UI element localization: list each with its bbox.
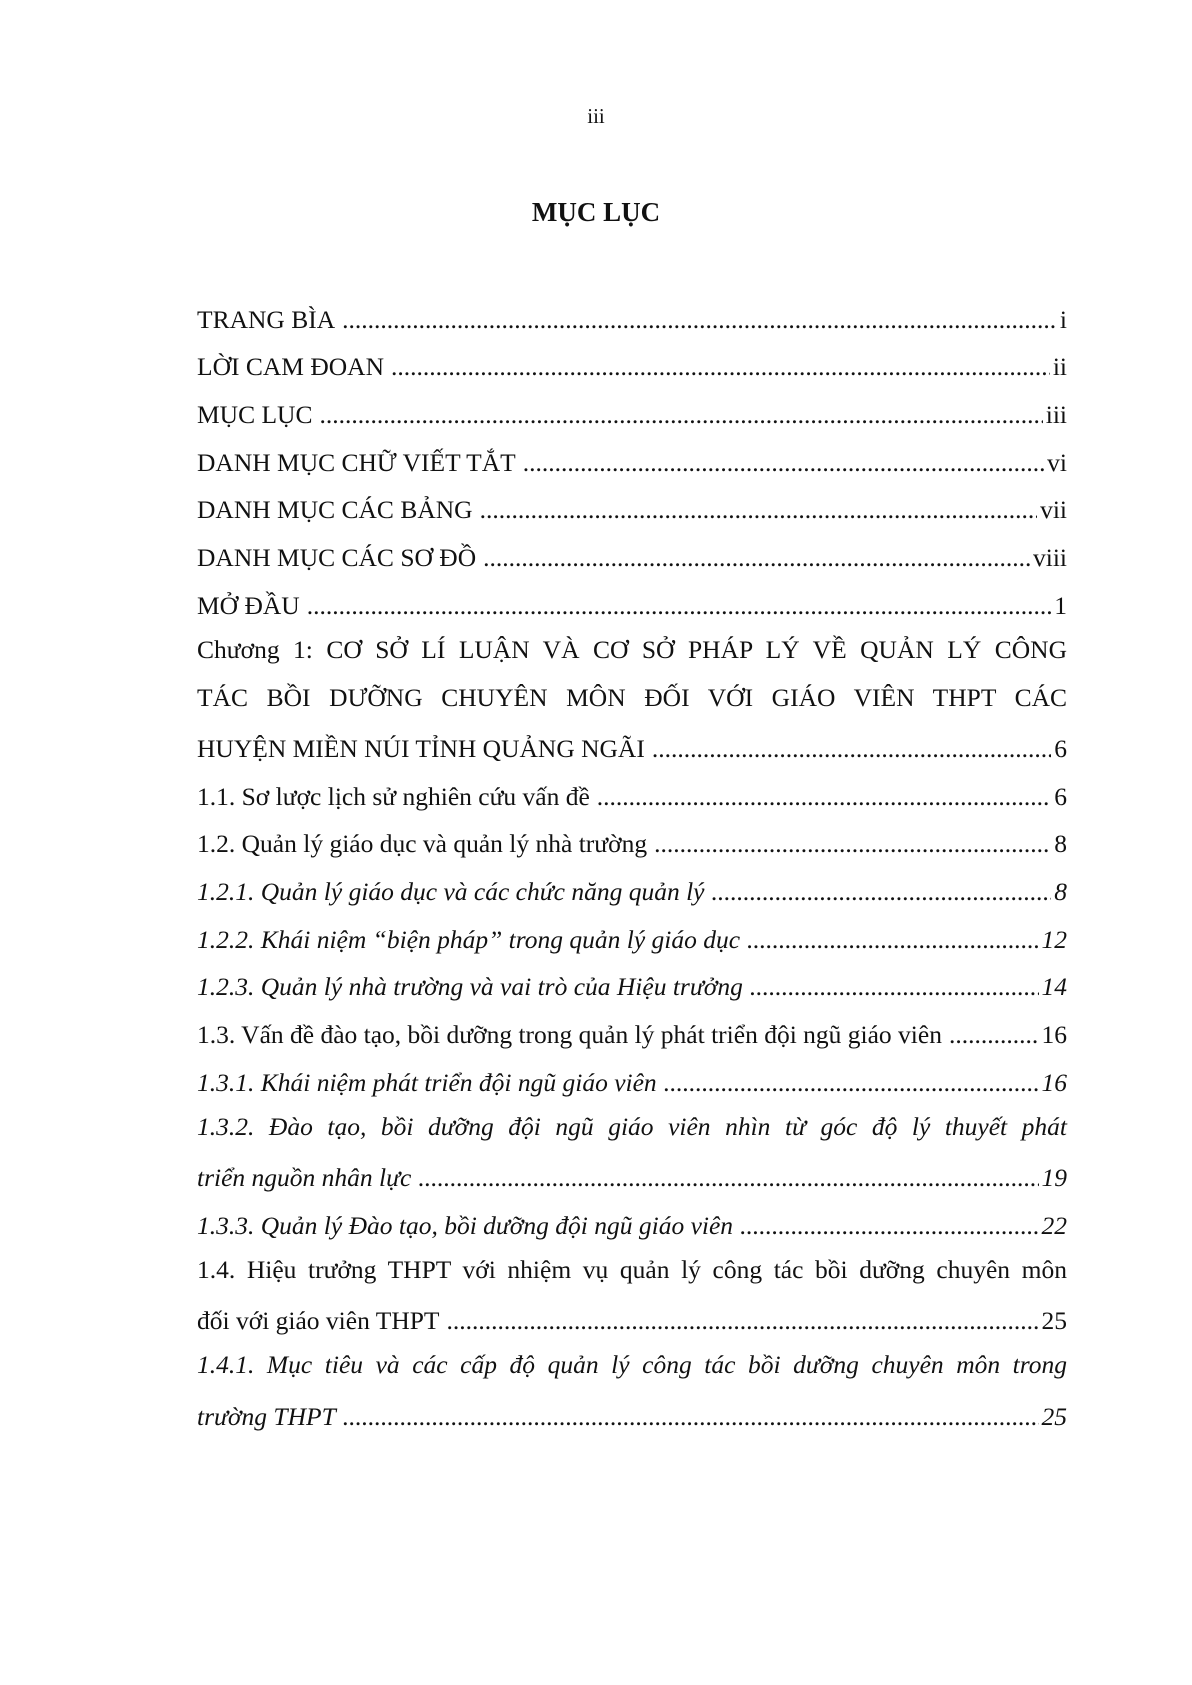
toc-entry-page-number: vii	[1040, 495, 1067, 525]
toc-entry-label: DANH MỤC CHỮ VIẾT TẮT	[197, 447, 516, 477]
toc-entry-page-number: vi	[1047, 447, 1067, 477]
dot-leader	[740, 1211, 1038, 1241]
toc-entry-page-number: 8	[1054, 876, 1067, 906]
toc-entry[interactable]	[197, 1193, 1067, 1241]
dot-leader	[391, 352, 1050, 382]
toc-entry-page-number: 6	[1054, 733, 1067, 763]
toc-entry-page-number: 16	[1041, 1020, 1067, 1049]
dot-leader	[418, 1163, 1038, 1193]
dot-leader	[750, 972, 1039, 1002]
dot-leader	[664, 1068, 1039, 1098]
toc-entry[interactable]	[197, 1384, 1067, 1432]
toc-entry[interactable]	[197, 335, 1067, 383]
dot-leader	[483, 543, 1030, 573]
toc-entry-line: 1.4. Hiệu trưởng THPT với nhiệm vụ quản lý công tác bồi dưỡng chuyên môn	[197, 1254, 1067, 1284]
toc-entry[interactable]	[197, 478, 1067, 526]
toc-entry[interactable]	[197, 1288, 1067, 1336]
toc-entry-page-number: 12	[1041, 924, 1067, 954]
toc-entry-label: 1.3.1. Khái niệm phát triển đội ngũ giáo viên	[197, 1067, 657, 1097]
toc-entry-label: 1.2. Quản lý giáo dục và quản lý nhà trường	[197, 829, 648, 859]
toc-entry[interactable]	[197, 430, 1067, 478]
toc-entry-label: 1.2.2. Khái niệm “biện pháp” trong quản lý giáo dục	[197, 924, 741, 954]
table-of-contents	[197, 287, 1067, 1432]
toc-entry-label: MỤC LỤC	[197, 400, 313, 430]
toc-entry-page-number: 19	[1041, 1163, 1067, 1193]
toc-entry[interactable]	[197, 1002, 1067, 1050]
toc-entry-label: đối với giáo viên THPT	[197, 1306, 440, 1336]
toc-title: MỤC LỤC	[531, 197, 661, 227]
toc-entry-label: HUYỆN MIỀN NÚI TỈNH QUẢNG NGÃI	[197, 733, 645, 763]
toc-entry-label: triển nguồn nhân lực	[197, 1163, 412, 1193]
dot-leader	[652, 734, 1051, 764]
toc-entry[interactable]	[197, 573, 1067, 621]
toc-entry-page-number: viii	[1032, 543, 1067, 573]
toc-entry-page-number: 25	[1041, 1401, 1067, 1431]
dot-leader	[319, 400, 1042, 430]
toc-entry-label: 1.3.3. Quản lý Đào tạo, bồi dưỡng đội ngũ giáo viên	[197, 1210, 734, 1240]
toc-entry-label: MỞ ĐẦU	[197, 590, 300, 620]
toc-entry-label: DANH MỤC CÁC SƠ ĐỒ	[197, 543, 477, 573]
toc-entry-page-number: 8	[1054, 829, 1067, 859]
toc-entry-page-number: 6	[1054, 781, 1067, 811]
toc-entry-label: trường THPT	[197, 1401, 336, 1431]
toc-entry-page-number: 25	[1041, 1306, 1067, 1336]
dot-leader	[447, 1306, 1039, 1336]
toc-entry-label: DANH MỤC CÁC BẢNG	[197, 495, 473, 525]
toc-entry-line: 1.3.2. Đào tạo, bồi dưỡng đội ngũ giáo viên nhìn từ góc độ lý thuyết phát	[197, 1111, 1067, 1141]
toc-entry[interactable]	[197, 812, 1067, 860]
toc-entry-page-number: 22	[1041, 1210, 1067, 1240]
toc-entry-label: LỜI CAM ĐOAN	[197, 352, 384, 382]
toc-entry-line: 1.4.1. Mục tiêu và các cấp độ quản lý công tác bồi dưỡng chuyên môn trong	[197, 1350, 1067, 1380]
toc-entry-page-number: i	[1059, 304, 1067, 334]
toc-entry-label: 1.3. Vấn đề đào tạo, bồi dưỡng trong quản lý phát triển đội ngũ giáo viên	[197, 1020, 942, 1049]
toc-entry-page-number: 16	[1041, 1067, 1067, 1097]
toc-entry-page-number: ii	[1052, 352, 1067, 382]
toc-entry[interactable]	[197, 907, 1067, 955]
toc-entry-page-number: 14	[1041, 972, 1067, 1002]
toc-entry[interactable]	[197, 287, 1067, 335]
dot-leader	[342, 305, 1057, 335]
toc-entry[interactable]	[197, 525, 1067, 573]
toc-entry-label: 1.2.1. Quản lý giáo dục và các chức năng quản lý	[197, 876, 705, 906]
dot-leader	[654, 829, 1051, 859]
toc-entry-page-number: iii	[1045, 400, 1067, 430]
dot-leader	[343, 1402, 1039, 1432]
toc-entry-line: Chương 1: CƠ SỞ LÍ LUẬN VÀ CƠ SỞ PHÁP LÝ VỀ QUẢN LÝ CÔNG	[197, 634, 1067, 664]
toc-entry[interactable]	[197, 764, 1067, 812]
dot-leader	[747, 925, 1038, 955]
toc-entry[interactable]	[197, 716, 1067, 764]
dot-leader	[480, 495, 1038, 525]
toc-entry-label: 1.1. Sơ lược lịch sử nghiên cứu vấn đề	[197, 781, 590, 811]
toc-entry-label: 1.2.3. Quản lý nhà trường và vai trò của Hiệu trưởng	[197, 972, 743, 1002]
toc-entry-page-number: 1	[1054, 590, 1067, 620]
dot-leader	[712, 877, 1052, 907]
dot-leader	[949, 1020, 1039, 1050]
toc-entry-line: TÁC BỒI DƯỠNG CHUYÊN MÔN ĐỐI VỚI GIÁO VIÊN THPT CÁC	[197, 682, 1067, 712]
toc-entry[interactable]	[197, 1050, 1067, 1098]
dot-leader	[307, 591, 1052, 621]
dot-leader	[597, 782, 1051, 812]
toc-entry[interactable]	[197, 382, 1067, 430]
toc-entry-label: TRANG BÌA	[197, 304, 336, 334]
toc-entry[interactable]	[197, 859, 1067, 907]
dot-leader	[523, 448, 1044, 478]
toc-entry[interactable]	[197, 1145, 1067, 1193]
page-number: iii	[587, 104, 605, 128]
toc-entry[interactable]	[197, 955, 1067, 1003]
